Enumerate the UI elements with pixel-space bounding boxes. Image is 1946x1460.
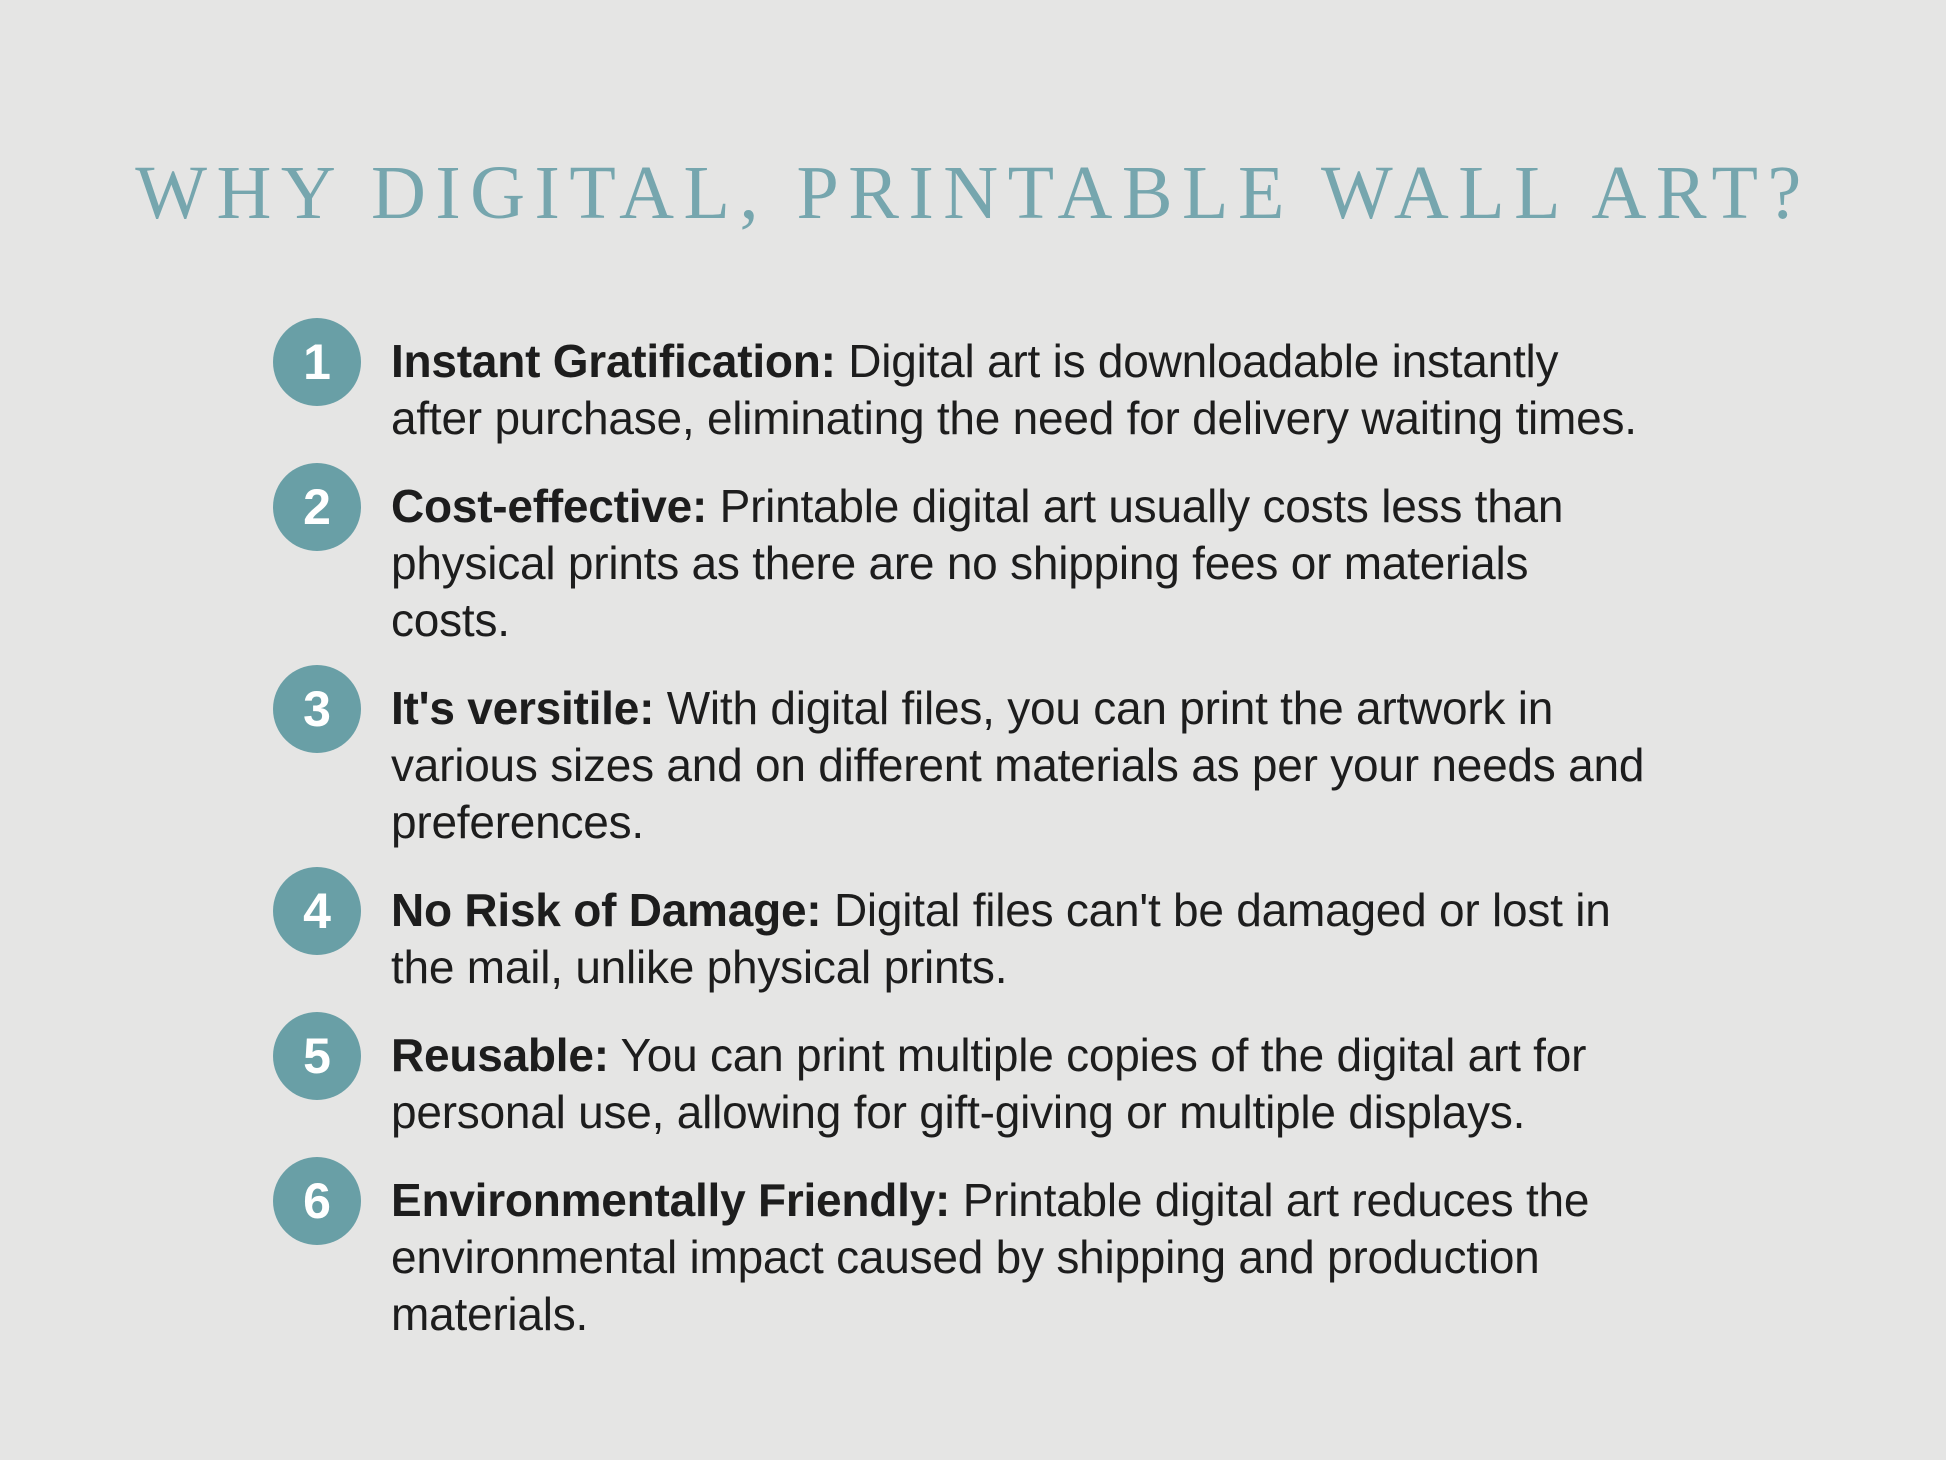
- list-item: [273, 333, 1650, 447]
- item-number-badge: 2: [273, 463, 361, 551]
- item-lead-label: Instant Gratification:: [391, 335, 836, 387]
- page-title: WHY DIGITAL, PRINTABLE WALL ART?: [135, 151, 1811, 235]
- item-text: [391, 1172, 1650, 1343]
- item-lead-label: Cost-effective:: [391, 480, 708, 532]
- list-item: [273, 478, 1650, 649]
- item-text: [391, 680, 1650, 851]
- item-number-badge: 4: [273, 867, 361, 955]
- item-number-badge: 3: [273, 665, 361, 753]
- item-text: [391, 333, 1650, 447]
- item-body-text: Printable digital art reduces the environmental impact caused by shipping and production materials.: [391, 1174, 1590, 1340]
- benefit-list: [0, 333, 1946, 1343]
- item-body-text: You can print multiple copies of the digital art for personal use, allowing for gift-giving or multiple displays.: [391, 1029, 1587, 1138]
- item-lead-label: It's versitile:: [391, 682, 655, 734]
- item-body-text: Digital art is downloadable instantly after purchase, eliminating the need for delivery waiting times.: [391, 335, 1637, 444]
- item-lead-label: Reusable:: [391, 1029, 609, 1081]
- item-number-badge: 1: [273, 318, 361, 406]
- item-number-badge: 5: [273, 1012, 361, 1100]
- list-item: [273, 882, 1650, 996]
- item-body-text: With digital files, you can print the artwork in various sizes and on different materials as per your needs and preferences.: [391, 682, 1645, 848]
- item-lead-label: Environmentally Friendly:: [391, 1174, 951, 1226]
- list-item: [273, 1027, 1650, 1141]
- item-text: [391, 1027, 1650, 1141]
- list-item: [273, 680, 1650, 851]
- item-body-text: Digital files can't be damaged or lost in the mail, unlike physical prints.: [391, 884, 1611, 993]
- item-number-badge: 6: [273, 1157, 361, 1245]
- item-body-text: Printable digital art usually costs less than physical prints as there are no shipping fees or materials costs.: [391, 480, 1564, 646]
- item-text: [391, 882, 1650, 996]
- item-text: [391, 478, 1650, 649]
- item-lead-label: No Risk of Damage:: [391, 884, 822, 936]
- list-item: [273, 1172, 1650, 1343]
